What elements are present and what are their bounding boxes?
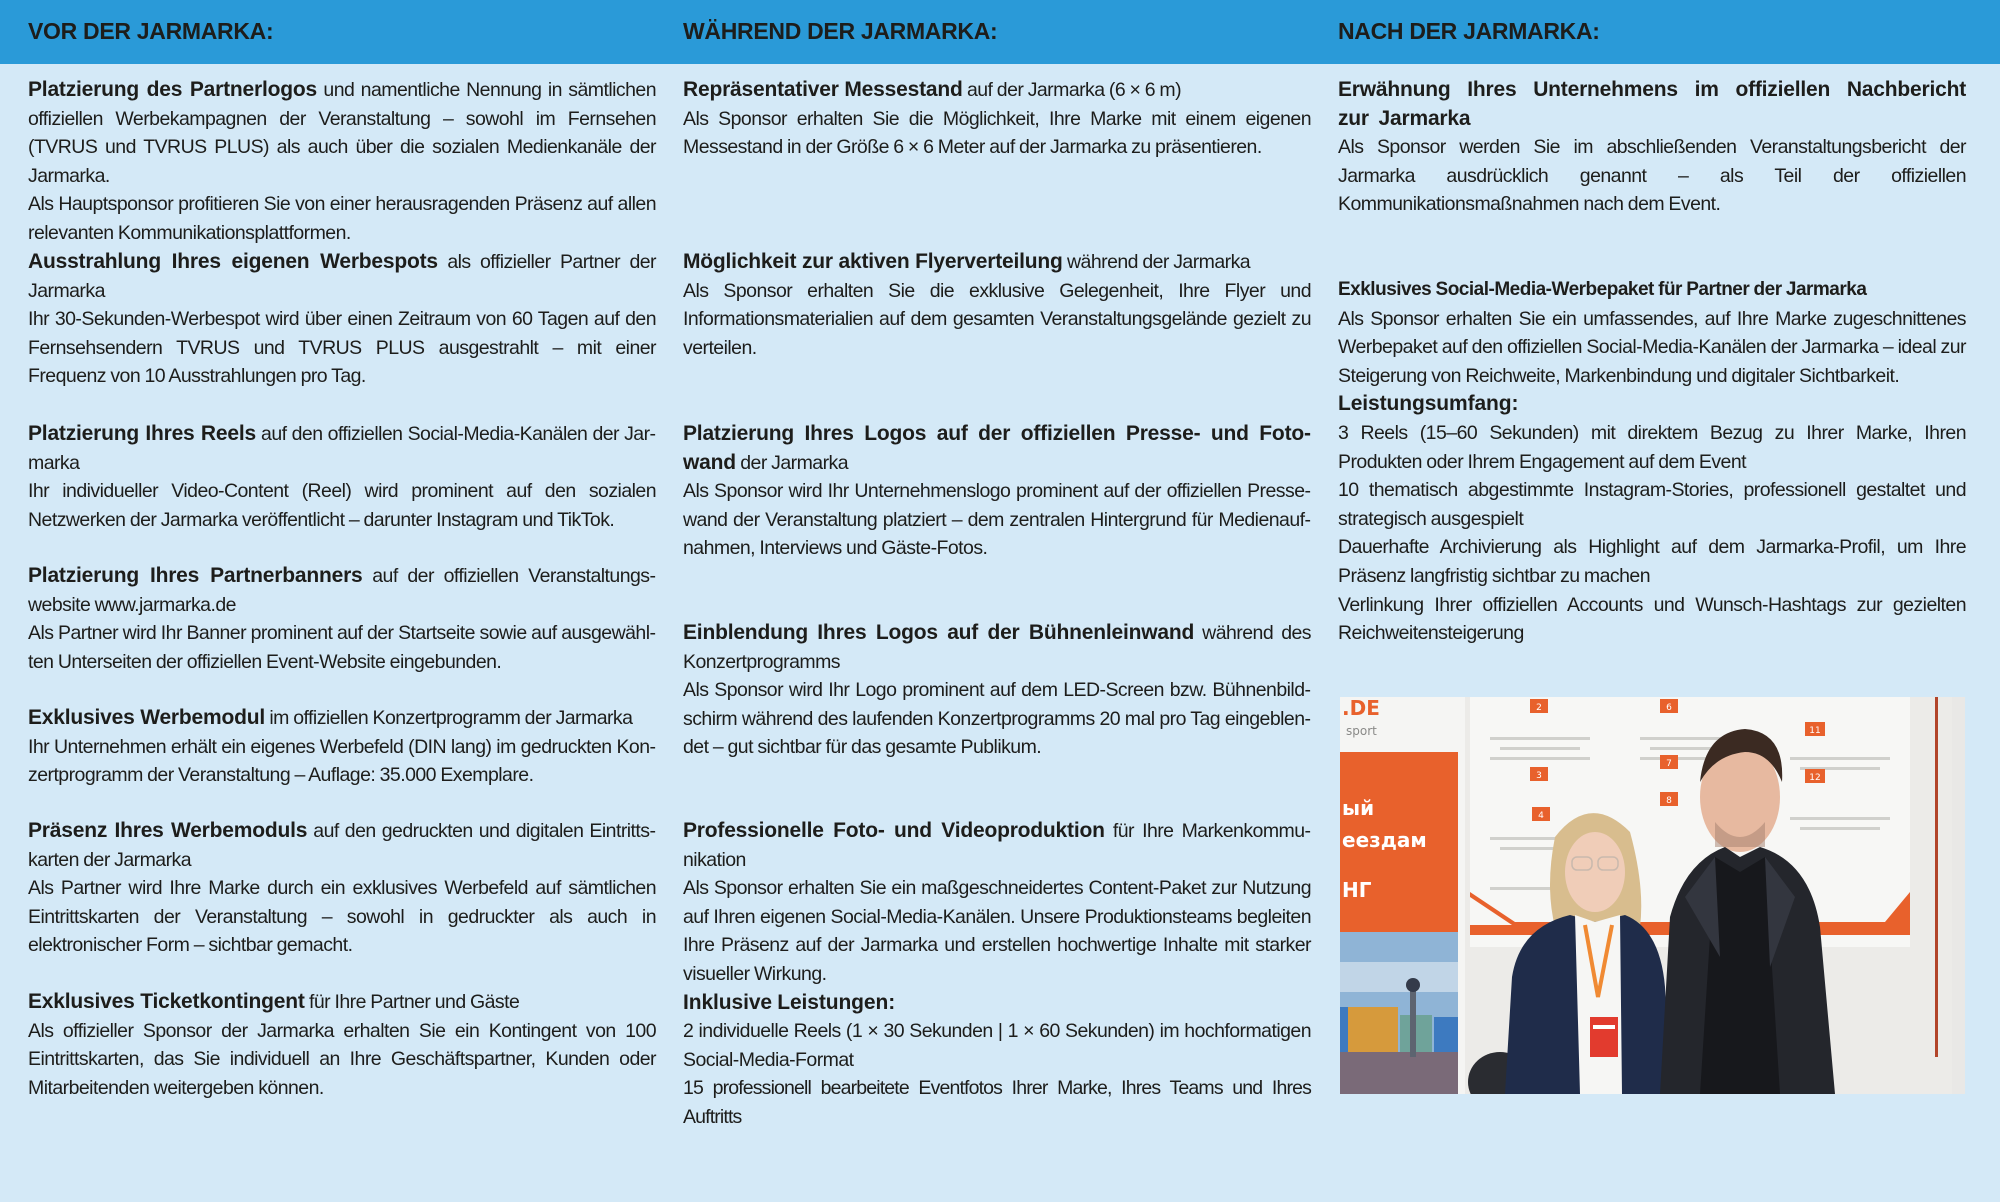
benefit-block [28,562,656,676]
number-tile-label: 11 [1809,726,1821,736]
benefit-title: Platzierung Ihres Reels [28,422,256,445]
column-title-after: NACH DER JARMARKA: [1338,18,1600,44]
benefit-title-rest: als offizieller Partner der Jarmarka [28,251,656,302]
benefit-block [1338,276,1966,648]
header-band [0,0,2000,64]
benefit-title: Platzierung Ihres Partnerbanners [28,564,363,587]
benefit-description: Als offizieller Sponsor der Jarmarka erhalten Sie ein Kontingent von 100 Eintrittskarten, das Sie individuell an Ihre Geschäftspartner, Kunden oder Mitarbeitenden weitergeben können. [28,1019,656,1099]
benefit-description: Als Sponsor erhalten Sie ein umfassendes, auf Ihre Marke zugeschnittenes Werbepaket auf den offiziellen Social-Media-Kanälen der Jarmarka – ideal zur Steigerung von Reichweite, Markenbindung und digitaler Sichtbarkeit. [1338,307,1966,387]
benefit-title: Platzierung Ihres Logos auf der offiziellen Presse- und Fotowand [683,422,1311,474]
benefit-title: Platzierung des Partnerlogos [28,78,318,101]
number-tile-label: 2 [1536,703,1542,713]
benefit-block [28,76,656,248]
banner-line: НГ [1342,878,1372,902]
benefit-title: Ausstrahlung Ihres eigenen Werbespots [28,250,438,273]
benefit-title-rest: auf der Jarmarka (6 × 6 m) [962,79,1182,101]
benefit-description: Als Sponsor erhalten Sie die exklusive Gelegenheit, Ihre Flyer und Informationsmaterialien auf dem gesamten Veranstaltungsgelände gezielt zu verteilen. [683,279,1311,359]
benefit-title: Einblendung Ihres Logos auf der Bühnenleinwand [683,621,1195,644]
benefit-block [683,817,1311,1132]
benefit-title: Präsenz Ihres Werbemoduls [28,819,308,842]
banner-sub-text: sport [1346,724,1377,738]
service-scope-item: Dauerhafte Archivierung als Highlight auf dem Jarmarka-Profil, um Ihre Präsenz langfristig sichtbar zu machen [1338,536,1966,587]
included-services-heading: Inklusive Leistungen: [683,990,896,1014]
event-photo-illustration [1340,697,1965,1094]
benefit-description: Als Sponsor erhalten Sie ein maßgeschneidertes Content-Paket zur Nutzung auf Ihren eigenen Social-Media-Kanälen. Unsere Produktionsteams begleiten Ihre Präsenz auf der Jarmarka und erstellen hochwertige Inhalte mit starker visueller Wirkung. [683,877,1311,985]
benefit-title-rest: und namentliche Nennung in sämtlichen offiziellen Werbekampagnen der Veranstaltung – sowohl im Fernsehen (TVRUS und TVRUS PLUS) als auch über die sozialen Medienkanäle der Jarmarka. [28,79,657,187]
benefit-title-rest: für Ihre Markenkommunikation [683,820,1311,871]
banner-container [1348,1007,1398,1052]
number-tile-label: 7 [1666,759,1672,769]
benefit-title: Möglichkeit zur aktiven Flyerverteilung [683,250,1063,273]
banner-tracks [1340,1052,1458,1094]
benefit-block [1338,76,1966,219]
banner-container [1434,1017,1458,1052]
banner-signal [1410,987,1416,1057]
number-tile-label: 8 [1666,796,1672,806]
benefit-block [28,988,656,1102]
benefit-block [28,420,656,534]
benefit-description: Ihr individueller Video-Content (Reel) wird prominent auf den sozialen Netzwerken der Jarmarka veröffentlicht – darunter Instagram und TikTok. [28,480,656,531]
benefit-block [683,248,1311,362]
benefit-title-rest: während der Jarmarka [1062,251,1251,273]
banner-signal-light [1406,978,1420,992]
benefit-title: Exklusives Social-Media-Werbepaket für Partner der Jarmarka [1338,279,1867,300]
service-scope-item: Verlinkung Ihrer offiziellen Accounts und Wunsch-Hashtags zur gezielten Reichweitensteigerung [1338,593,1966,645]
benefit-block [28,248,656,391]
benefit-title-rest: im offiziellen Konzertprogramm der Jarmarka [265,707,633,729]
benefit-title-rest: während des Konzertprogramms [683,622,1311,673]
number-tile-label: 12 [1809,773,1821,783]
banner-logo-text: .DE [1342,697,1380,720]
benefit-description: Als Sponsor wird Ihr Logo prominent auf dem LED-Screen bzw. Bühnenbildschirm während des laufenden Konzertprogramms 20 mal pro Tag eingeblendet – gut sichtbar für das gesamte Publikum. [683,679,1311,759]
benefit-description: Ihr Unternehmen erhält ein eigenes Werbefeld (DIN lang) im gedruckten Konzertprogramm der Veranstaltung – Auflage: 35.000 Exemplare. [28,735,656,787]
banner-line: ый [1342,796,1375,820]
benefit-block [28,704,656,790]
benefit-title: Erwähnung Ihres Unternehmens im offiziellen Nachbericht zur Jarmarka [1338,78,1966,130]
benefit-description: Als Hauptsponsor profitieren Sie von einer herausragenden Präsenz auf allen relevanten Kommunikationsplattformen. [28,193,656,244]
photo-frame-edge [1952,697,1965,1094]
number-tile-label: 3 [1536,771,1542,781]
banner-clouds [1340,962,1458,992]
benefit-block [683,76,1311,162]
number-tile-label: 4 [1538,811,1544,821]
included-service-item: 2 individuelle Reels (1 × 30 Sekunden | 1 × 60 Sekunden) im hochformatigen Social-Media-Format [683,1020,1311,1071]
column-title-during: WÄHREND DER JARMARKA: [683,18,998,44]
benefit-description: Als Partner wird Ihr Banner prominent auf der Startseite sowie auf ausgewählten Unterseiten der offiziellen Event-Website eingebunden. [28,622,656,673]
benefit-block [683,420,1311,563]
included-service-item: 15 professionell bearbeitete Eventfotos Ihrer Marke, Ihres Teams und Ihres Auftritts [683,1077,1311,1128]
benefit-title: Professionelle Foto- und Videoproduktion [683,819,1105,842]
benefit-title: Exklusives Werbemodul [28,706,266,729]
benefit-title-rest: auf der offiziellen Veranstaltungswebsite www.jarmarka.de [28,565,656,616]
benefit-description: Als Sponsor erhalten Sie die Möglichkeit, Ihre Marke mit einem eigenen Messestand in der Größe 6 × 6 Meter auf der Jarmarka zu präsentieren. [683,107,1311,159]
benefit-block [683,619,1311,762]
benefit-description: Ihr 30-Sekunden-Werbespot wird über einen Zeitraum von 60 Tagen auf den Fernsehsendern TVRUS und TVRUS PLUS ausgestrahlt – mit einer Frequenz von 10 Ausstrahlungen pro Tag. [28,308,656,388]
benefit-block [28,817,656,960]
cable [1935,697,1938,1057]
event-photo [1340,697,1965,1094]
banner-line: еездам [1342,828,1427,852]
number-tile-label: 6 [1666,703,1672,713]
benefit-title-rest: für Ihre Partner und Gäste [304,991,520,1013]
benefit-title: Exklusives Ticketkontingent [28,990,305,1013]
benefit-description: Als Partner wird Ihre Marke durch ein exklusives Werbefeld auf sämtlichen Eintrittskarten der Veranstaltung – sowohl in gedruckter als auch in elektronischer Form – sichtbar gemacht. [28,877,656,957]
column-title-before: VOR DER JARMARKA: [28,18,274,44]
banner-container [1340,1007,1348,1052]
benefit-title-rest: der Jarmarka [735,451,849,474]
benefit-title: Repräsentativer Messestand [683,78,963,101]
service-scope-item: 3 Reels (15–60 Sekunden) mit direktem Bezug zu Ihrer Marke, Ihren Produkten oder Ihrem Engagement auf dem Event [1338,421,1966,473]
service-scope-heading: Leistungsumfang: [1338,392,1519,416]
service-scope-item: 10 thematisch abgestimmte Instagram-Stories, professionell gestaltet und strategisch ausgespielt [1338,479,1966,530]
benefit-title-rest: auf den offiziellen Social-Media-Kanälen der Jarmarka [28,423,657,474]
benefit-description: Als Sponsor wird Ihr Unternehmenslogo prominent auf der offiziellen Pressewand der Veranstaltung platziert – dem zentralen Hintergrund für Medienaufnahmen, Interviews und Gäste-Fotos. [683,480,1311,560]
benefit-description: Als Sponsor werden Sie im abschließenden Veranstaltungsbericht der Jarmarka ausdrücklich genannt – als Teil der offiziellen Kommunikationsmaßnahmen nach dem Event. [1338,136,1966,216]
benefit-title-rest: auf den gedruckten und digitalen Eintrittskarten der Jarmarka [28,820,656,871]
